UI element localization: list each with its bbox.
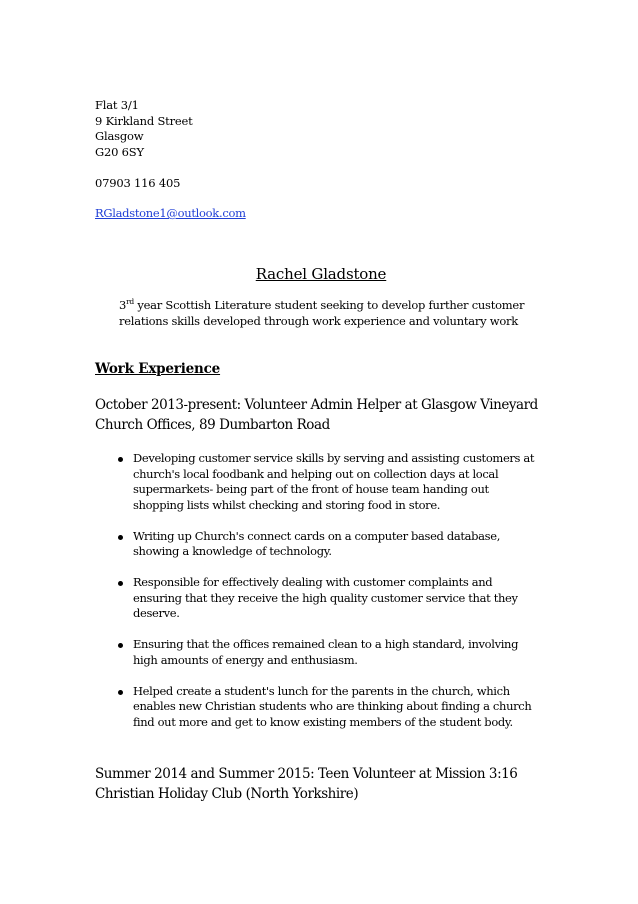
list-item: [119, 637, 539, 668]
name-heading: [0, 264, 638, 284]
address-line: Glasgow: [95, 129, 144, 143]
duty-text: Helped create a student's lunch for the parents in the church, which enables new Christian students who are thinking about finding a church find out more and get to know existing members of the student body.: [133, 683, 532, 729]
address-line: G20 6SY: [95, 144, 144, 159]
address-block: [95, 98, 193, 160]
list-item: [119, 529, 539, 560]
profile-summary: [119, 297, 539, 329]
bullet-icon: [118, 643, 123, 648]
duty-text: Developing customer service skills by serving and assisting customers at church's local foodbank and helping out on collection days at local supermarkets- being part of the front of house team handing out shopping lists whilst checking and storing food in store.: [133, 451, 535, 512]
duty-text: Ensuring that the offices remained clean to a high standard, involving high amounts of energy and enthusiasm.: [133, 637, 519, 667]
address-line: Flat 3/1: [95, 98, 139, 112]
bullet-icon: [118, 457, 123, 462]
duty-text: Responsible for effectively dealing with customer complaints and ensuring that they receive the high quality customer service that they deserve.: [133, 575, 518, 620]
list-item: [119, 575, 539, 622]
summary-ordinal-suffix: rd: [126, 297, 134, 306]
name-text: Rachel Gladstone: [255, 265, 387, 283]
summary-text: year Scottish Literature student seeking to develop further customer relations skills developed through work experience and voluntary work: [119, 298, 525, 328]
email-link[interactable]: RGladstone1@outlook.com: [95, 206, 246, 220]
list-item: [119, 684, 539, 731]
job-title: Summer 2014 and Summer 2015: Teen Volunteer at Mission 3:16 Christian Holiday Club (North Yorkshire): [95, 766, 518, 802]
bullet-icon: [118, 690, 123, 695]
duty-text: Writing up Church's connect cards on a computer based database, showing a knowledge of technology.: [133, 528, 500, 558]
bullet-icon: [118, 535, 123, 540]
bullet-icon: [118, 581, 123, 586]
summary-ordinal-number: 3: [119, 298, 127, 312]
address-line: 9 Kirkland Street: [95, 113, 193, 128]
list-item: [119, 451, 539, 513]
job-duties-list: [119, 451, 539, 746]
phone-number: 07903 116 405: [95, 176, 181, 190]
job-title: October 2013-present: Volunteer Admin Helper at Glasgow Vineyard Church Offices, 89 Dumbarton Road: [95, 397, 538, 433]
work-experience-heading: Work Experience: [95, 361, 221, 377]
